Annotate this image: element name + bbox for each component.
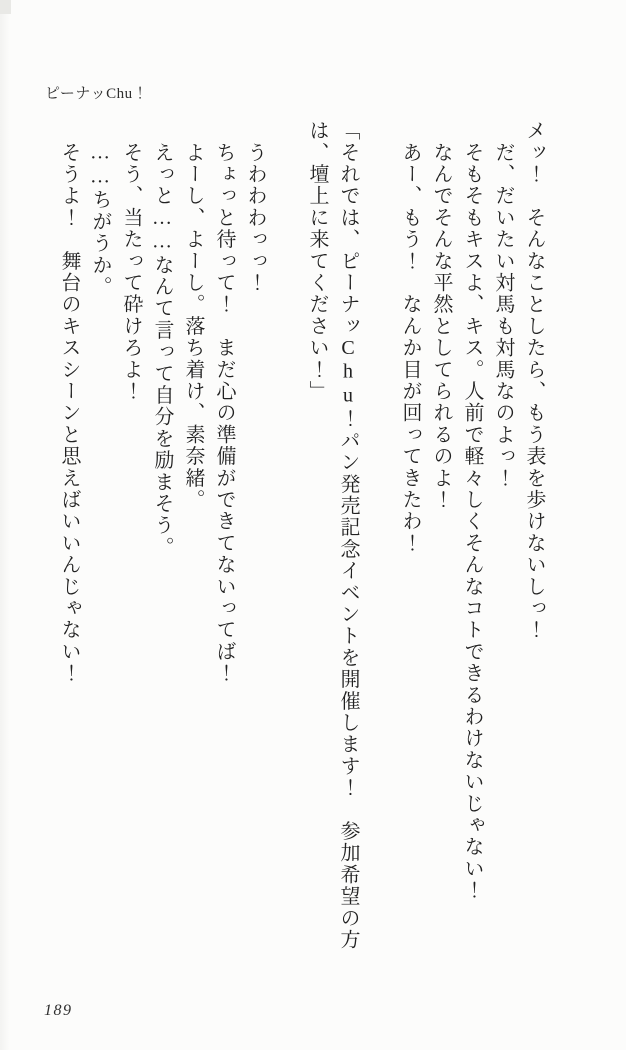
paragraph: メッ！ そんなことしたら、もう表を歩けないしっ！ xyxy=(523,120,545,641)
page-number: 189 xyxy=(44,1002,73,1019)
paragraph: うわわわっっ！ xyxy=(244,120,266,294)
paragraph: ちょっと待って！ まだ心の準備ができてないってば！ xyxy=(213,120,235,685)
paragraph: そうよ！ 舞台のキスシーンと思えばいいんじゃない！ xyxy=(58,120,80,685)
paragraph: ……ちがうか。 xyxy=(89,120,111,298)
paragraph: よーし、よーし。落ち着け、素奈緒。 xyxy=(182,120,204,511)
text-block xyxy=(53,120,549,992)
paragraph: だ、だいたい対馬も対馬なのよっ！ xyxy=(492,120,514,489)
running-header: ピーナッChu！ xyxy=(45,86,149,102)
scan-artifact xyxy=(0,0,11,14)
paragraph: なんでそんな平然としてられるのよ！ xyxy=(430,120,452,511)
paragraph: えっと……なんて言って自分を励まそう。 xyxy=(151,120,173,558)
paragraph: そう、当たって砕けろよ！ xyxy=(120,120,142,403)
paragraph: あー、もう！ なんか目が回ってきたわ！ xyxy=(399,120,421,554)
paragraph: そもそもキスよ、キス。人前で軽々しくそんなコトできるわけないじゃない！ xyxy=(461,120,483,902)
paragraph: 「それでは、ピーナッChu！パン発売記念イベントを開催します！ 参加希望の方は、壇上に来てください！」 xyxy=(306,120,359,951)
